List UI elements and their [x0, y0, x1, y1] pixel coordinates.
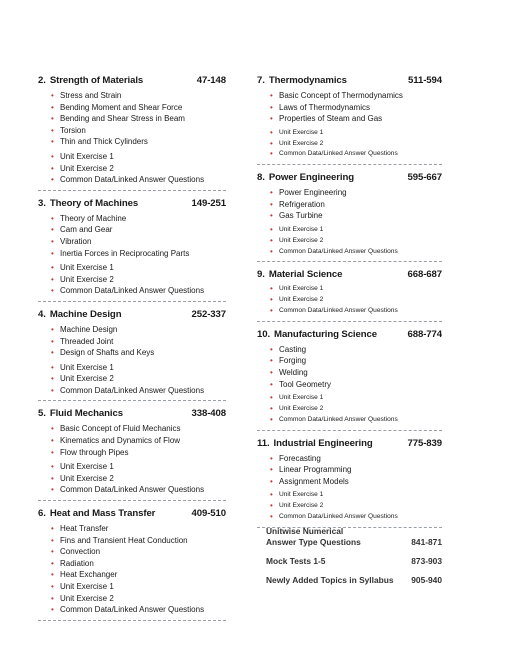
exercise-list: [38, 461, 226, 496]
exercise-item: • Unit Exercise 2: [257, 501, 442, 512]
section-heading: [257, 328, 442, 341]
toc-section: [257, 268, 442, 321]
topic-item: • Inertia Forces in Reciprocating Parts: [38, 248, 226, 260]
topic-item: • Convection: [38, 546, 226, 558]
topic-item: • Unit Exercise 1: [38, 581, 226, 593]
topic-item: • Flow through Pipes: [38, 447, 226, 459]
section-heading: [257, 437, 442, 450]
topic-item: • Fins and Transient Heat Conduction: [38, 535, 226, 547]
section-title-group: [257, 171, 354, 184]
topic-item: • Properties of Steam and Gas: [257, 113, 442, 125]
section-pages: 149-251: [191, 197, 226, 209]
section-pages: 511-594: [408, 75, 442, 86]
section-title-group: [257, 268, 342, 281]
section-title-group: [257, 328, 377, 341]
toc-section: [257, 437, 442, 528]
exercise-item: • Unit Exercise 1: [257, 225, 442, 236]
topic-item: • Radiation: [38, 558, 226, 570]
topic-item: • Power Engineering: [257, 187, 442, 199]
section-divider: [38, 301, 226, 302]
numerical-pages: 841-871: [411, 537, 442, 547]
section-divider: [257, 261, 442, 262]
section-title: Heat and Mass Transfer: [49, 508, 156, 520]
exercise-item: • Common Data/Linked Answer Questions: [257, 512, 442, 523]
topic-item: • Bending and Shear Stress in Beam: [38, 113, 226, 125]
section-title-group: [38, 74, 143, 87]
section-pages: 595-667: [407, 172, 442, 184]
section-pages: 688-774: [407, 328, 442, 340]
exercise-item: • Unit Exercise 1: [257, 284, 442, 295]
contents-left-column: [38, 74, 226, 627]
mock-tests-pages: 873-903: [411, 556, 442, 566]
section-heading: [257, 74, 442, 87]
section-heading: [38, 197, 226, 210]
exercise-item: • Unit Exercise 2: [257, 295, 442, 306]
exercise-list: [257, 284, 442, 316]
section-number: 2.: [38, 75, 46, 86]
toc-section: [38, 507, 226, 621]
section-title-group: [38, 308, 121, 321]
topic-item: • Basic Concept of Fluid Mechanics: [38, 423, 226, 435]
section-title: Industrial Engineering: [273, 437, 373, 449]
topic-item: • Laws of Thermodynamics: [257, 102, 442, 114]
appendix-entries: [266, 526, 442, 586]
section-heading: [38, 507, 226, 520]
topic-item: • Forecasting: [257, 453, 442, 465]
section-divider: [257, 321, 442, 322]
topic-item: • Design of Shafts and Keys: [38, 347, 226, 359]
mock-tests-entry: [266, 556, 442, 567]
topic-item: • Machine Design: [38, 324, 226, 336]
topic-item: • Basic Concept of Thermodynamics: [257, 90, 442, 102]
section-number: 5.: [38, 408, 46, 420]
exercise-item: • Unit Exercise 2: [257, 404, 442, 415]
topic-item: • Tool Geometry: [257, 379, 442, 391]
contents-right-column: [257, 74, 442, 534]
exercise-item: • Unit Exercise 1: [257, 128, 442, 139]
mock-tests-label: Mock Tests 1-5: [266, 556, 326, 566]
topic-list: [257, 90, 442, 125]
section-divider: [38, 190, 226, 191]
section-title: Thermodynamics: [268, 75, 347, 86]
exercise-item: • Unit Exercise 1: [257, 490, 442, 501]
exercise-list: [257, 128, 442, 160]
section-title: Power Engineering: [268, 172, 355, 184]
numerical-label-2: Answer Type Questions: [266, 537, 361, 547]
section-divider: [257, 164, 442, 165]
topic-item: • Threaded Joint: [38, 336, 226, 348]
exercise-item: • Unit Exercise 2: [257, 139, 442, 150]
section-heading: [38, 74, 226, 87]
exercise-item: • Unit Exercise 2: [38, 373, 226, 385]
toc-section: [38, 407, 226, 501]
section-number: 9.: [257, 269, 265, 281]
exercise-list: [257, 393, 442, 425]
section-heading: [257, 268, 442, 281]
exercise-list: [257, 225, 442, 257]
section-pages: 409-510: [191, 508, 226, 520]
numerical-entry-line1: [266, 526, 442, 537]
section-number: 4.: [38, 308, 46, 320]
topic-list: [38, 90, 226, 148]
exercise-item: • Unit Exercise 1: [257, 393, 442, 404]
exercise-item: • Unit Exercise 2: [257, 236, 442, 247]
topic-list: [257, 453, 442, 488]
topic-item: • Assignment Models: [257, 476, 442, 488]
topic-list: [38, 324, 226, 359]
topic-item: • Kinematics and Dynamics of Flow: [38, 435, 226, 447]
section-heading: [257, 171, 442, 184]
topic-item: • Cam and Gear: [38, 224, 226, 236]
section-pages: 47-148: [196, 75, 226, 86]
section-divider: [257, 430, 442, 431]
exercise-item: • Common Data/Linked Answer Questions: [38, 484, 226, 496]
section-title-group: [257, 437, 373, 450]
section-pages: 775-839: [407, 437, 442, 449]
section-title: Manufacturing Science: [274, 328, 377, 340]
toc-section: [257, 74, 442, 165]
topic-item: • Linear Programming: [257, 464, 442, 476]
topic-item: • Stress and Strain: [38, 90, 226, 102]
topic-list: [38, 423, 226, 458]
section-title: Fluid Mechanics: [49, 408, 123, 420]
numerical-label-1: Unitwise Numerical: [266, 526, 344, 536]
exercise-item: • Common Data/Linked Answer Questions: [38, 385, 226, 397]
exercise-item: • Unit Exercise 2: [38, 163, 226, 175]
section-heading: [38, 407, 226, 420]
section-number: 7.: [257, 75, 265, 86]
section-title: Machine Design: [49, 308, 122, 320]
section-number: 10.: [257, 328, 271, 340]
section-number: 6.: [38, 508, 46, 520]
section-pages: 338-408: [191, 408, 226, 420]
exercise-item: • Common Data/Linked Answer Questions: [257, 247, 442, 258]
exercise-item: • Common Data/Linked Answer Questions: [38, 174, 226, 186]
topic-item: • Unit Exercise 2: [38, 593, 226, 605]
topic-item: • Vibration: [38, 236, 226, 248]
section-pages: 668-687: [407, 269, 442, 281]
topic-list: [38, 523, 226, 616]
toc-section: [38, 197, 226, 302]
topic-item: • Heat Exchanger: [38, 569, 226, 581]
exercise-item: • Common Data/Linked Answer Questions: [257, 415, 442, 426]
topic-item: • Forging: [257, 355, 442, 367]
topic-list: [257, 344, 442, 390]
section-divider: [38, 500, 226, 501]
section-number: 11.: [257, 437, 270, 449]
section-title: Theory of Machines: [49, 197, 139, 209]
topic-item: • Heat Transfer: [38, 523, 226, 535]
topic-list: [257, 187, 442, 222]
new-topics-pages: 905-940: [411, 575, 442, 585]
section-divider: [38, 400, 226, 401]
exercise-list: [38, 262, 226, 297]
exercise-item: • Unit Exercise 2: [38, 274, 226, 286]
topic-item: • Torsion: [38, 125, 226, 137]
topic-item: • Gas Turbine: [257, 210, 442, 222]
section-title-group: [38, 507, 155, 520]
exercise-item: • Unit Exercise 1: [38, 151, 226, 163]
exercise-item: • Common Data/Linked Answer Questions: [257, 306, 442, 317]
exercise-item: • Common Data/Linked Answer Questions: [38, 285, 226, 297]
section-number: 8.: [257, 172, 265, 184]
numerical-entry-line2: [266, 537, 442, 548]
exercise-item: • Unit Exercise 1: [38, 461, 226, 473]
section-title-group: [38, 197, 138, 210]
exercise-list: [38, 151, 226, 186]
topic-item: • Thin and Thick Cylinders: [38, 136, 226, 148]
section-pages: 252-337: [191, 308, 226, 320]
new-topics-entry: [266, 575, 442, 586]
exercise-item: • Common Data/Linked Answer Questions: [257, 149, 442, 160]
exercise-item: • Unit Exercise 2: [38, 473, 226, 485]
exercise-item: • Unit Exercise 1: [38, 262, 226, 274]
exercise-item: • Unit Exercise 1: [38, 362, 226, 374]
toc-section: [257, 171, 442, 262]
toc-section: [38, 74, 226, 191]
section-divider: [38, 620, 226, 621]
topic-item: • Casting: [257, 344, 442, 356]
new-topics-label: Newly Added Topics in Syllabus: [266, 575, 394, 585]
topic-list: [38, 213, 226, 259]
topic-item: • Common Data/Linked Answer Questions: [38, 604, 226, 616]
topic-item: • Welding: [257, 367, 442, 379]
section-title-group: [257, 74, 347, 87]
exercise-list: [38, 362, 226, 397]
section-title-group: [38, 407, 123, 420]
toc-section: [38, 308, 226, 402]
section-title: Material Science: [268, 269, 343, 281]
section-title: Strength of Materials: [49, 75, 144, 86]
toc-section: [257, 328, 442, 431]
section-heading: [38, 308, 226, 321]
topic-item: • Theory of Machine: [38, 213, 226, 225]
topic-item: • Refrigeration: [257, 199, 442, 211]
topic-item: • Bending Moment and Shear Force: [38, 102, 226, 114]
exercise-list: [257, 490, 442, 522]
section-number: 3.: [38, 197, 46, 209]
